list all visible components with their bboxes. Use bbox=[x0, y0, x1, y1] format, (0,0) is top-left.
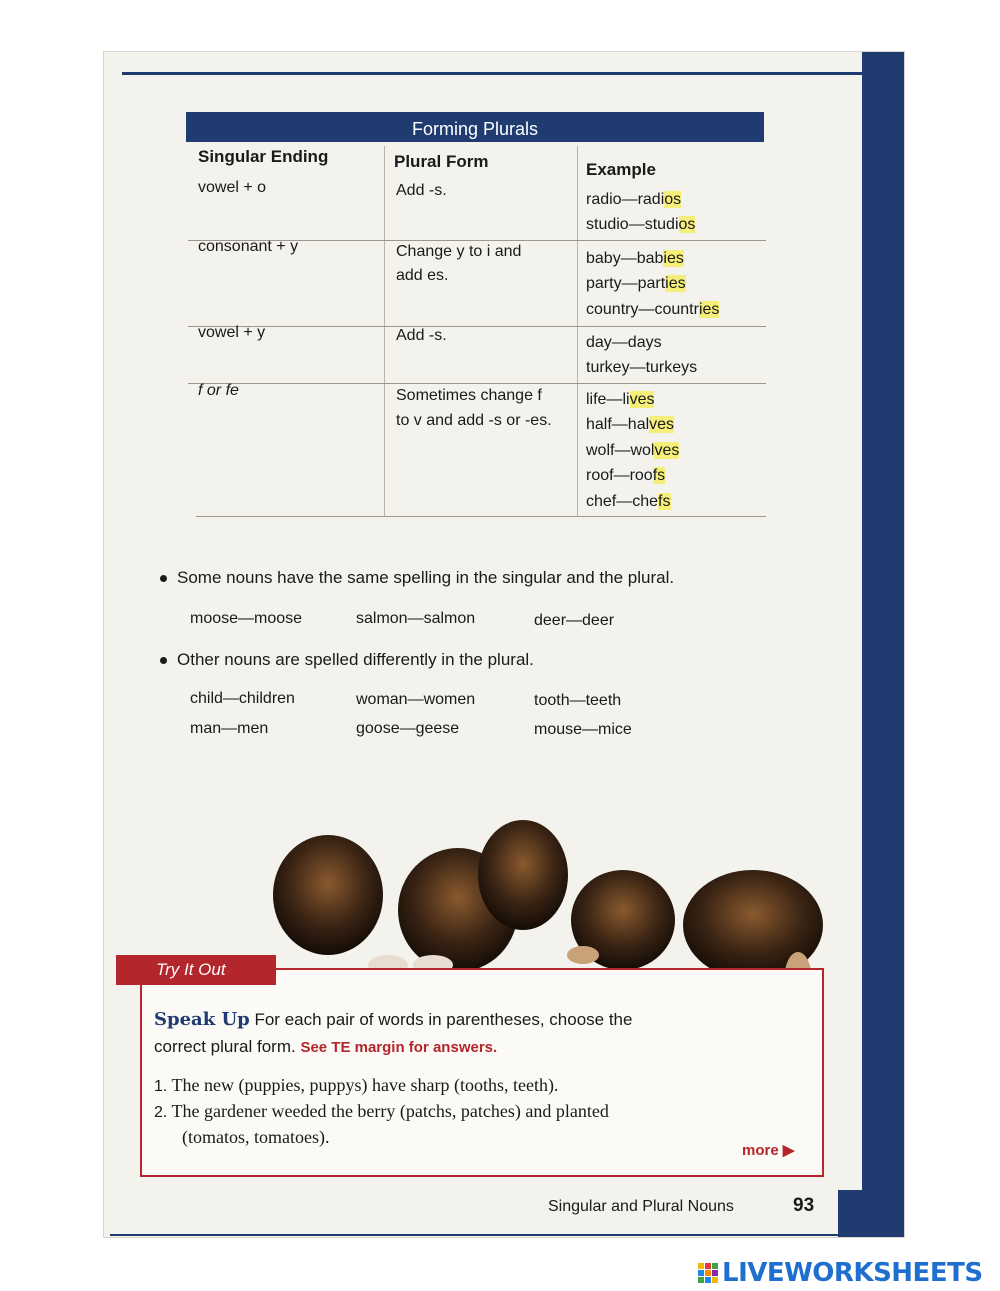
page-edge-band bbox=[862, 52, 904, 1237]
footer-section-title: Singular and Plural Nouns bbox=[548, 1198, 734, 1215]
pair: moose—moose bbox=[190, 610, 303, 627]
speak-up-instruction bbox=[154, 1006, 674, 1061]
te-margin-note: See TE margin for answers. bbox=[300, 1039, 498, 1056]
bullet-icon bbox=[160, 657, 167, 664]
row2-example: party—parties bbox=[586, 275, 686, 292]
row1-example: studio—studios bbox=[586, 216, 696, 233]
row2-ending: consonant + y bbox=[198, 238, 299, 255]
footer-corner-band bbox=[838, 1190, 904, 1237]
footer-rule bbox=[110, 1234, 862, 1236]
pair: mouse—mice bbox=[534, 721, 632, 738]
row2-form-line2: add es. bbox=[396, 267, 449, 284]
note-same-spelling: Some nouns have the same spelling in the singular and the plural. bbox=[160, 568, 674, 588]
row2-example: baby—babies bbox=[586, 250, 684, 267]
question-1: 1. The new (puppies, puppys) have sharp (tooths, teeth). bbox=[154, 1075, 559, 1095]
pair: child—children bbox=[190, 690, 295, 707]
liveworksheets-logo-icon bbox=[698, 1263, 718, 1283]
row4-example: half—halves bbox=[586, 416, 675, 433]
table-title: Forming Plurals bbox=[186, 112, 764, 142]
top-rule bbox=[122, 72, 862, 75]
row4-example: life—lives bbox=[586, 391, 655, 408]
liveworksheets-watermark bbox=[698, 1258, 983, 1288]
row1-example: radio—radios bbox=[586, 191, 682, 208]
pair: tooth—teeth bbox=[534, 692, 622, 709]
header-example: Example bbox=[586, 160, 656, 179]
table-divider bbox=[577, 146, 578, 516]
row4-form-line2: to v and add -s or -es. bbox=[396, 412, 552, 429]
row3-example: day—days bbox=[586, 334, 662, 351]
bullet-icon bbox=[160, 575, 167, 582]
pair: deer—deer bbox=[534, 612, 615, 629]
instruction-text: For each pair of words in parentheses, choose the correct plural form. bbox=[154, 1010, 633, 1056]
row4-ending: f or fe bbox=[198, 382, 239, 399]
note-different-spelling: Other nouns are spelled differently in the plural. bbox=[160, 650, 534, 670]
more-link[interactable]: more ▶ bbox=[742, 1142, 795, 1159]
liveworksheets-wordmark: LIVEWORKSHEETS bbox=[722, 1258, 983, 1288]
pair: goose—geese bbox=[356, 720, 460, 737]
row4-form-line1: Sometimes change f bbox=[396, 387, 542, 404]
row4-example: roof—roofs bbox=[586, 467, 666, 484]
pair: man—men bbox=[190, 720, 269, 737]
pair: woman—women bbox=[356, 691, 476, 708]
row1-ending: vowel + o bbox=[198, 179, 267, 196]
table-divider bbox=[384, 146, 385, 516]
row4-example: chef—chefs bbox=[586, 493, 671, 510]
row2-example: country—countries bbox=[586, 301, 720, 318]
question-2-continued: (tomatos, tomatoes). bbox=[182, 1127, 330, 1147]
row1-form: Add -s. bbox=[396, 182, 447, 199]
row3-example: turkey—turkeys bbox=[586, 359, 698, 376]
row2-form-line1: Change y to i and bbox=[396, 243, 522, 260]
page-number: 93 bbox=[793, 1195, 815, 1216]
speak-up-label: Speak Up bbox=[154, 1009, 250, 1030]
header-plural-form: Plural Form bbox=[394, 152, 489, 171]
pair: salmon—salmon bbox=[356, 610, 476, 627]
row-separator bbox=[188, 326, 766, 327]
row3-form: Add -s. bbox=[396, 327, 447, 344]
row3-ending: vowel + y bbox=[198, 324, 266, 341]
header-singular-ending: Singular Ending bbox=[198, 147, 329, 166]
row4-example: wolf—wolves bbox=[586, 442, 680, 459]
try-it-out-tab: Try It Out bbox=[116, 955, 276, 985]
table-bottom-rule bbox=[196, 516, 766, 517]
question-2: 2. The gardener weeded the berry (patchs, patches) and planted bbox=[154, 1101, 609, 1121]
